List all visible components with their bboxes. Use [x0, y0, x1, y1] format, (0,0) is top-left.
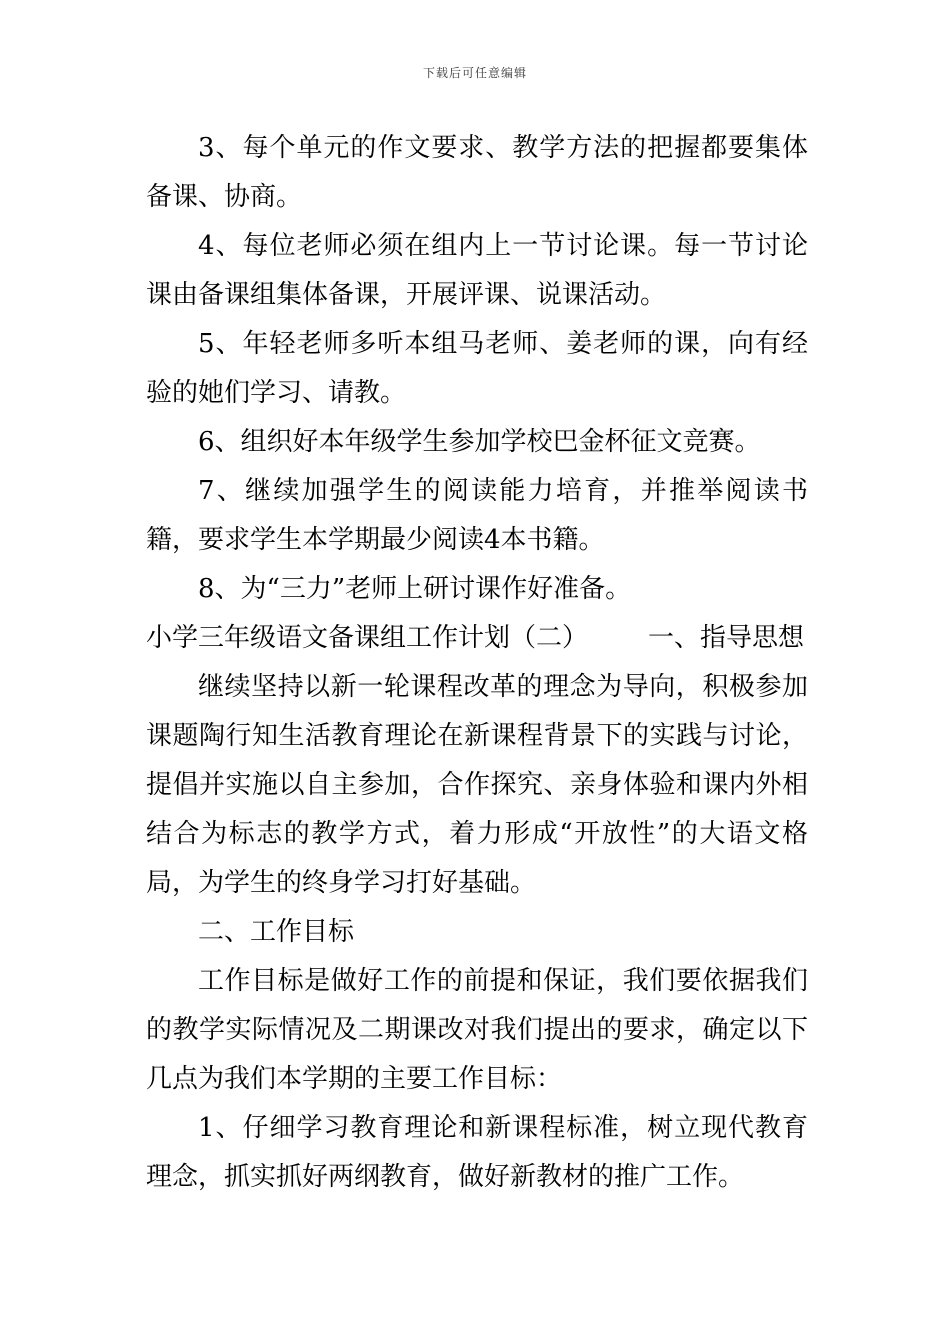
paragraph-item-5: 5、年轻老师多听本组马老师、姜老师的课，向有经验的她们学习、请教。	[146, 329, 808, 408]
section-heading-guide: 一、指导思想	[648, 623, 805, 653]
paragraph-item-8: 8、为“三力”老师上研讨课作好准备。	[198, 574, 632, 604]
goal-item-1: 1、仔细学习教育理论和新课程标准，树立现代教育理念，抓实抓好两纲教育，做好新教材的推广工作。	[146, 1113, 808, 1192]
document-body	[146, 124, 808, 1202]
section-heading-goals: 二、工作目标	[198, 917, 355, 947]
paragraph-item-6: 6、组织好本年级学生参加学校巴金杯征文竞赛。	[198, 427, 761, 457]
guide-paragraph: 继续坚持以新一轮课程改革的理念为导向，积极参加课题陶行知生活教育理论在新课程背景下的实践与讨论，提倡并实施以自主参加，合作探究、亲身体验和课内外相结合为标志的教学方式，着力形成“开放性”的大语文格局，为学生的终身学习打好基础。	[146, 672, 808, 898]
paragraph-item-7: 7、继续加强学生的阅读能力培育，并推举阅读书籍，要求学生本学期最少阅读4本书籍。	[146, 476, 808, 555]
goals-intro-paragraph: 工作目标是做好工作的前提和保证，我们要依据我们的教学实际情况及二期课改对我们提出的要求，确定以下几点为我们本学期的主要工作目标：	[146, 966, 808, 1094]
title-line	[146, 614, 808, 663]
document-title: 小学三年级语文备课组工作计划（二）	[146, 623, 589, 653]
paragraph-item-3: 3、每个单元的作文要求、教学方法的把握都要集体备课、协商。	[146, 133, 808, 212]
page-header: 下载后可任意编辑	[422, 66, 527, 80]
paragraph-item-4: 4、每位老师必须在组内上一节讨论课。每一节讨论课由备课组集体备课，开展评课、说课活动。	[146, 231, 808, 310]
